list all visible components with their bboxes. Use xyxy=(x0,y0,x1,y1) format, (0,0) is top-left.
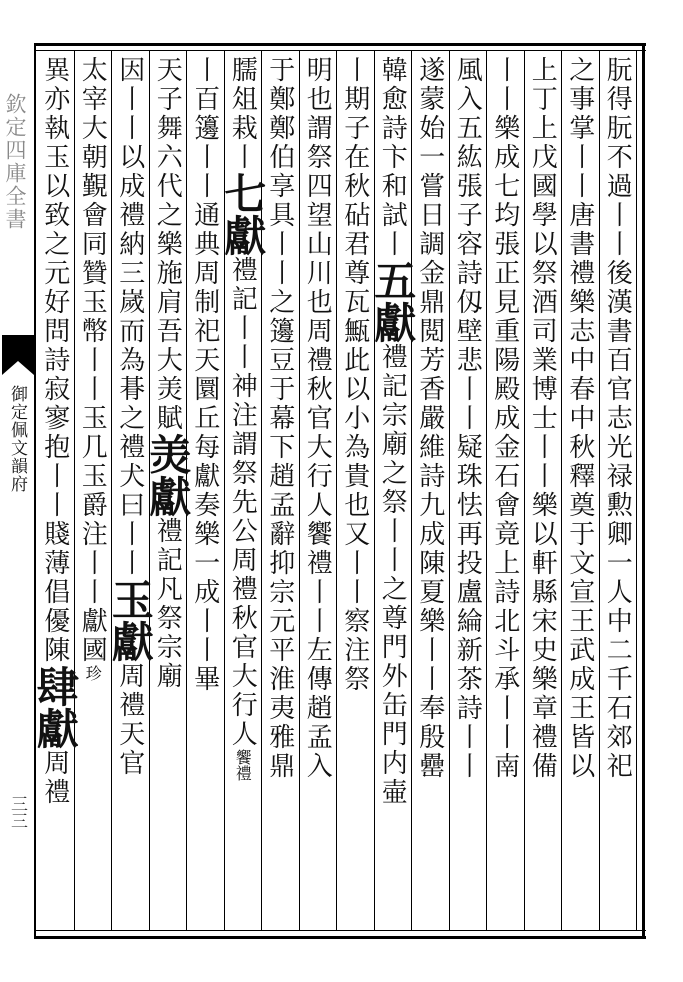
column-text: 丨期子在秋砧君尊瓦甒此以小為貴也又丨丨察注祭 xyxy=(339,56,370,694)
fold-margin xyxy=(0,43,34,939)
frame-top-inner-border xyxy=(36,50,646,51)
fishtail-mark-icon xyxy=(2,335,34,375)
column-text: 韓愈詩卞和試丨 xyxy=(377,56,408,259)
interlinear-note: 珍 xyxy=(83,665,103,681)
text-column xyxy=(450,56,484,932)
interlinear-note: 饗禮 xyxy=(233,749,253,781)
text-column xyxy=(488,56,522,932)
column-text: 禮記丨丨神注謂祭先公周禮秋官大行人 xyxy=(227,256,258,749)
entry-heading: 七獻 xyxy=(218,172,268,256)
column-text: 丨丨樂成七均張正見重陽殿成金石會竟上詩北斗承丨丨南 xyxy=(489,56,520,781)
column-text: 異亦執玉以致之元好問詩寂寥抱丨丨賤薄倡優陳 xyxy=(39,56,70,665)
margin-book-name: 御定佩文韻府 xyxy=(7,385,27,493)
text-column xyxy=(563,56,597,932)
column-text: 之禮犬曰丨丨 xyxy=(114,404,145,578)
entry-heading: 羙獻 xyxy=(143,433,193,517)
text-column xyxy=(188,56,222,932)
text-column xyxy=(30,56,80,932)
text-column xyxy=(300,56,334,932)
column-text: 明也謂祭四望山川也周禮秋官大行人饗禮丨丨左傳趙孟入 xyxy=(302,56,333,781)
text-column xyxy=(263,56,297,932)
text-column xyxy=(143,56,193,932)
text-column xyxy=(218,56,268,932)
column-text: 周禮 xyxy=(39,749,70,807)
column-text: 上丁上戊國學以祭酒司業博士丨丨樂以軒縣宋史樂章禮備 xyxy=(527,56,558,781)
column-text: 周禮天官 xyxy=(114,662,145,778)
column-text: 禮記宗廟之祭丨丨之尊門外缶門内壷 xyxy=(377,343,408,807)
margin-page-number: 三三 xyxy=(7,795,27,829)
column-text: 因丨丨以成禮納三嵗而為朞 xyxy=(114,56,145,404)
margin-book-title: 欽定四庫全書 xyxy=(3,93,27,231)
frame-bottom-border xyxy=(36,936,646,939)
text-column xyxy=(75,56,109,932)
entry-heading: 五獻 xyxy=(368,259,418,343)
column-text: 太宰大朝覲會同贊玉幣丨丨玉几玉爵注丨丨獻國 xyxy=(77,56,108,665)
text-column xyxy=(368,56,418,932)
column-text: 天子舞六代之樂施肩吾大羙賦 xyxy=(152,56,183,433)
frame-right-border xyxy=(642,43,645,939)
frame-left-border xyxy=(34,43,36,939)
column-text: 丨百籩丨丨通典周制祀天圜丘每獻奏樂一成丨丨畢 xyxy=(189,56,220,694)
column-text: 朊得朊不過丨丨後漢書百官志光禄勲卿一人中二千石郊祀 xyxy=(602,56,633,781)
text-column xyxy=(413,56,447,932)
entry-heading: 玉獻 xyxy=(105,578,155,662)
column-text: 臑俎栽丨 xyxy=(227,56,258,172)
column-text: 風入五紘張子容詩仭壁悲丨丨疑珠怯再投盧綸新茶詩丨丨 xyxy=(452,56,483,781)
text-column xyxy=(525,56,559,932)
column-text: 禮記凡祭宗廟 xyxy=(152,517,183,691)
text-column xyxy=(338,56,372,932)
column-text: 于鄭鄭伯享具丨丨之籩豆于幕下趙孟辭抑宗元平淮夷雅鼎 xyxy=(264,56,295,781)
entry-heading: 肆獻 xyxy=(30,665,80,749)
frame-top-border xyxy=(36,43,646,46)
text-column xyxy=(600,56,634,932)
column-text: 遂蒙始一嘗日調金鼎閲芳香嚴維詩九成陳夏樂丨丨奉殷罍 xyxy=(414,56,445,781)
text-column xyxy=(105,56,155,932)
frame-right-inner-border xyxy=(636,50,637,931)
column-text: 之事掌丨丨唐書禮樂志中春中秋釋奠于文宣王武成王皆以 xyxy=(564,56,595,781)
